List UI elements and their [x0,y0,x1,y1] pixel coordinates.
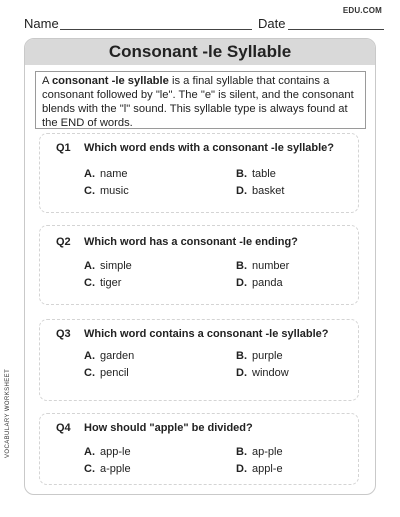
option-d[interactable]: D. appl-e [236,463,283,475]
side-label: VOCABULARY WORKSHEET [5,368,11,458]
option-a[interactable]: A. name [84,168,128,180]
option-c[interactable]: C. music [84,185,129,197]
page-title: Consonant -le Syllable [108,42,292,61]
brand-logo: EDU.COM [342,6,382,15]
option-a[interactable]: A. app-le [84,446,131,458]
question-number: Q4 [56,422,71,434]
question-card-2 [39,225,359,305]
question-number: Q3 [56,328,71,340]
intro-box [35,71,366,129]
title-bar [25,39,375,65]
question-text: Which word contains a consonant -le syllable? [84,328,329,340]
name-date-row [24,16,384,34]
intro-text-start: A [42,75,52,87]
option-c[interactable]: C. a-pple [84,463,131,475]
question-card-3 [39,319,359,401]
question-text: How should "apple" be divided? [84,422,253,434]
option-a[interactable]: A. simple [84,260,132,272]
question-number: Q1 [56,142,71,154]
option-b[interactable]: B. table [236,168,276,180]
option-b[interactable]: B. purple [236,350,283,362]
date-line [288,29,384,30]
question-text: Which word ends with a consonant -le syllable? [84,142,334,154]
name-label: Name [24,16,59,31]
option-d[interactable]: D. panda [236,277,283,289]
option-b[interactable]: B. number [236,260,290,272]
name-line [60,29,252,30]
question-card-1 [39,133,359,213]
option-c[interactable]: C. tiger [84,277,122,289]
option-d[interactable]: D. window [236,367,289,379]
worksheet-panel [24,38,376,495]
question-number: Q2 [56,236,71,248]
question-text: Which word has a consonant -le ending? [84,236,298,248]
option-b[interactable]: B. ap-ple [236,446,283,458]
date-label: Date [258,16,286,31]
intro-bold-term: consonant -le syllable [51,75,169,87]
question-card-4 [39,413,359,485]
option-d[interactable]: D. basket [236,185,285,197]
intro-text-rest: is a final syllable that contains a consonant followed by "le". The "e" is silent, and the consonant blends with the "l" sound. This syllable type is always found at the END of words. [42,75,354,129]
option-c[interactable]: C. pencil [84,367,129,379]
option-a[interactable]: A. garden [84,350,135,362]
